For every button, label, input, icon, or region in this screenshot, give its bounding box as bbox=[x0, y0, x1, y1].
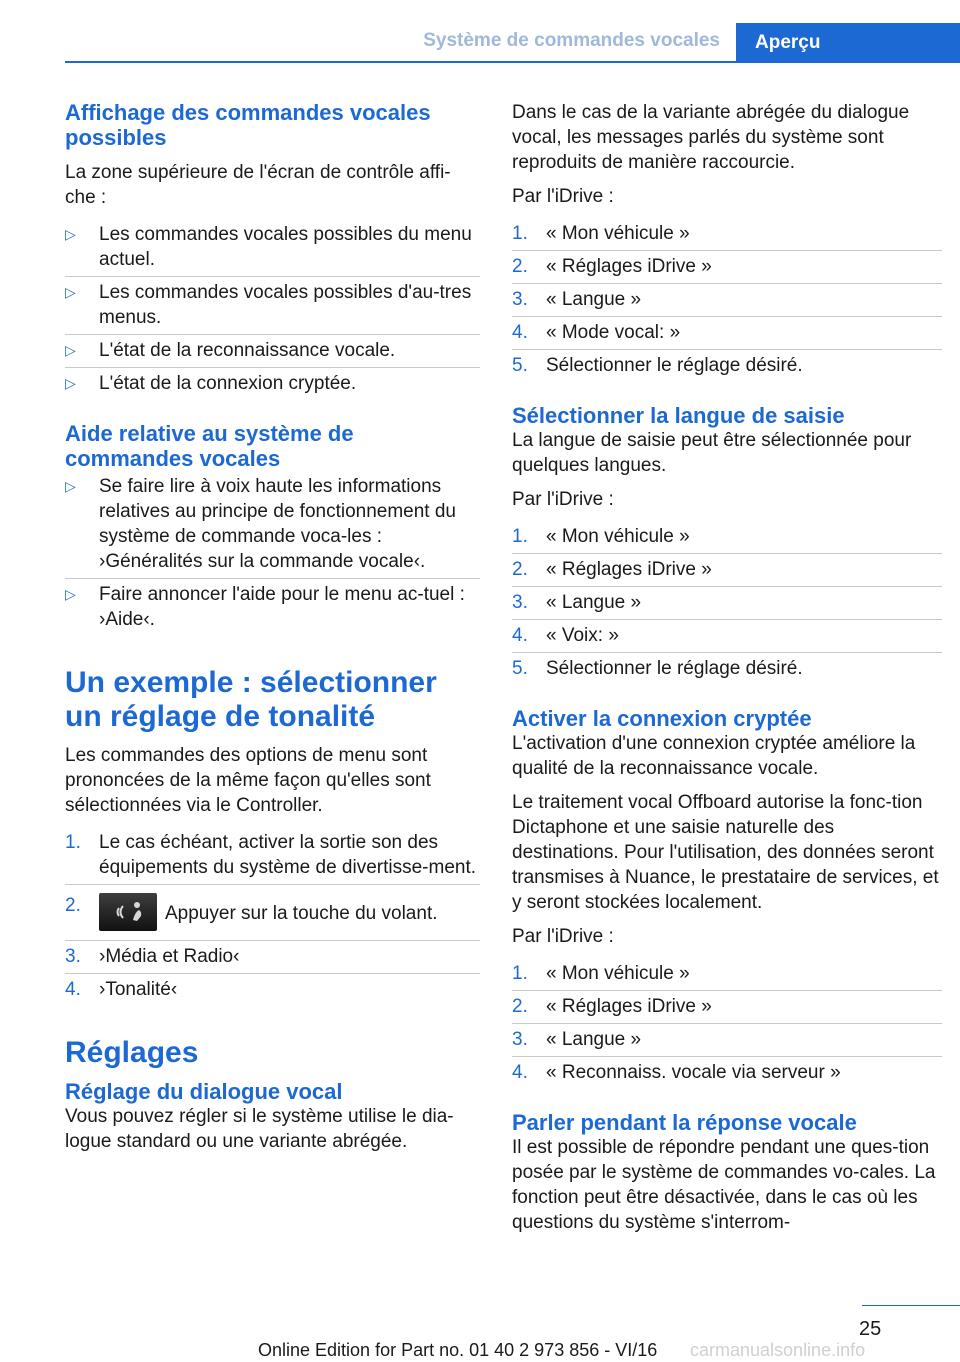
step-number: 2. bbox=[512, 256, 528, 277]
idrive-label: Par l'iDrive : bbox=[512, 186, 614, 207]
running-header-tab: Aperçu bbox=[736, 23, 960, 63]
steps-voice-mode bbox=[512, 218, 942, 382]
steps-example bbox=[65, 827, 480, 1006]
left-column bbox=[65, 100, 480, 1163]
step-item: 1. « Mon véhicule » bbox=[512, 218, 942, 251]
paragraph: Vous pouvez régler si le système utilise le dia-logue standard ou une variante abrégée. bbox=[65, 1106, 454, 1152]
step-item: 2. « Réglages iDrive » bbox=[512, 991, 942, 1024]
section-title-barge-in: Parler pendant la réponse vocale bbox=[512, 1110, 857, 1135]
step-item: 2. Appuyer sur la touche du volant. bbox=[65, 885, 480, 941]
step-number: 4. bbox=[512, 1062, 528, 1083]
steering-wheel-voice-button-icon bbox=[99, 893, 157, 931]
step-number: 2. bbox=[512, 559, 528, 580]
triangle-bullet-icon: ▷ bbox=[65, 342, 76, 358]
step-item: 5. Sélectionner le réglage désiré. bbox=[512, 658, 803, 679]
right-column bbox=[512, 100, 942, 1244]
triangle-bullet-icon: ▷ bbox=[65, 586, 76, 602]
idrive-label: Par l'iDrive : bbox=[512, 926, 614, 947]
step-item: 1. « Mon véhicule » bbox=[512, 958, 942, 991]
list-item: ▷ L'état de la connexion cryptée. bbox=[65, 373, 357, 394]
section-title-encrypted-connection: Activer la connexion cryptée bbox=[512, 706, 812, 731]
step-number: 5. bbox=[512, 658, 528, 679]
paragraph: L'activation d'une connexion cryptée améliore la qualité de la reconnaissance vocale. bbox=[512, 733, 916, 779]
step-number: 3. bbox=[512, 592, 528, 613]
step-item: 1. Le cas échéant, activer la sortie son des équipements du système de divertisse-ment. bbox=[65, 827, 480, 885]
list-item: ▷ Les commandes vocales possibles du menu actuel. bbox=[65, 219, 480, 277]
triangle-bullet-icon: ▷ bbox=[65, 375, 76, 391]
section-title-display-commands: Affichage des commandes vocales possibles bbox=[65, 100, 431, 150]
step-item: 2. « Réglages iDrive » bbox=[512, 554, 942, 587]
heading-example: Un exemple : sélectionner un réglage de tonalité bbox=[65, 666, 437, 733]
paragraph: La zone supérieure de l'écran de contrôle affi-che : bbox=[65, 162, 451, 208]
step-number: 5. bbox=[512, 355, 528, 376]
paragraph: Il est possible de répondre pendant une ques-tion posée par le système de commandes vo-cales. La fonction peut être désactivée, dans le cas où les questions du système s'interrom- bbox=[512, 1137, 936, 1233]
header-rule bbox=[65, 61, 960, 63]
list-item: ▷ Se faire lire à voix haute les informations relatives au principe de fonctionnement du système de commande voca-les : ›Généralités sur la commande vocale‹. bbox=[65, 471, 480, 579]
step-item: 4. « Mode vocal: » bbox=[512, 317, 942, 350]
step-number: 1. bbox=[512, 963, 528, 984]
step-number: 4. bbox=[512, 625, 528, 646]
bullet-list-display bbox=[65, 219, 480, 400]
idrive-label: Par l'iDrive : bbox=[512, 489, 614, 510]
paragraph: La langue de saisie peut être sélectionnée pour quelques langues. bbox=[512, 430, 912, 476]
steps-encrypted-connection bbox=[512, 958, 942, 1089]
step-number: 4. bbox=[512, 322, 528, 343]
triangle-bullet-icon: ▷ bbox=[65, 478, 76, 494]
step-number: 3. bbox=[512, 289, 528, 310]
list-item: ▷ L'état de la reconnaissance vocale. bbox=[65, 335, 480, 368]
step-item: 3. ›Média et Radio‹ bbox=[65, 941, 480, 974]
step-item: 4. « Voix: » bbox=[512, 620, 942, 653]
step-number: 1. bbox=[512, 223, 528, 244]
step-number: 3. bbox=[65, 946, 81, 967]
step-item: 5. Sélectionner le réglage désiré. bbox=[512, 355, 803, 376]
step-number: 4. bbox=[65, 979, 81, 1000]
bullet-list-help bbox=[65, 471, 480, 636]
section-title-input-language: Sélectionner la langue de saisie bbox=[512, 403, 845, 428]
list-item: ▷ Les commandes vocales possibles d'au-tres menus. bbox=[65, 277, 480, 335]
triangle-bullet-icon: ▷ bbox=[65, 226, 76, 242]
paragraph: Les commandes des options de menu sont prononcées de la même façon qu'elles sont sélectionnées via le Controller. bbox=[65, 745, 431, 816]
running-header-section: Système de commandes vocales bbox=[423, 30, 720, 51]
section-title-voice-dialog: Réglage du dialogue vocal bbox=[65, 1079, 343, 1104]
step-number: 3. bbox=[512, 1029, 528, 1050]
paragraph: Le traitement vocal Offboard autorise la fonc-tion Dictaphone et une saisie naturelle des destinations. Pour l'utilisation, des données seront transmises à Nuance, le prestataire de services, et y seront stockées localement. bbox=[512, 792, 939, 913]
heading-settings: Réglages bbox=[65, 1036, 199, 1069]
list-item: ▷ Faire annoncer l'aide pour le menu ac-tuel : ›Aide‹. bbox=[65, 584, 465, 630]
footer-edition: Online Edition for Part no. 01 40 2 973 856 - VI/16 bbox=[258, 1340, 658, 1360]
paragraph: Dans le cas de la variante abrégée du dialogue vocal, les messages parlés du système sont reproduits de manière raccourcie. bbox=[512, 102, 910, 173]
step-item: 3. « Langue » bbox=[512, 1024, 942, 1057]
triangle-bullet-icon: ▷ bbox=[65, 284, 76, 300]
page-number-rule bbox=[862, 1305, 960, 1306]
step-item: 2. « Réglages iDrive » bbox=[512, 251, 942, 284]
step-item: 4. ›Tonalité‹ bbox=[65, 979, 178, 1000]
step-item: 3. « Langue » bbox=[512, 284, 942, 317]
step-item: 3. « Langue » bbox=[512, 587, 942, 620]
step-item: 1. « Mon véhicule » bbox=[512, 521, 942, 554]
step-number: 2. bbox=[65, 895, 81, 916]
step-item: 4. « Reconnaiss. vocale via serveur » bbox=[512, 1062, 841, 1083]
step-number: 1. bbox=[512, 526, 528, 547]
steps-input-language bbox=[512, 521, 942, 685]
watermark: carmanualsonline.info bbox=[690, 1340, 866, 1360]
step-number: 1. bbox=[65, 832, 81, 853]
page-number: 25 bbox=[859, 1318, 882, 1340]
step-number: 2. bbox=[512, 996, 528, 1017]
section-title-help: Aide relative au système de commandes vocales bbox=[65, 421, 354, 471]
